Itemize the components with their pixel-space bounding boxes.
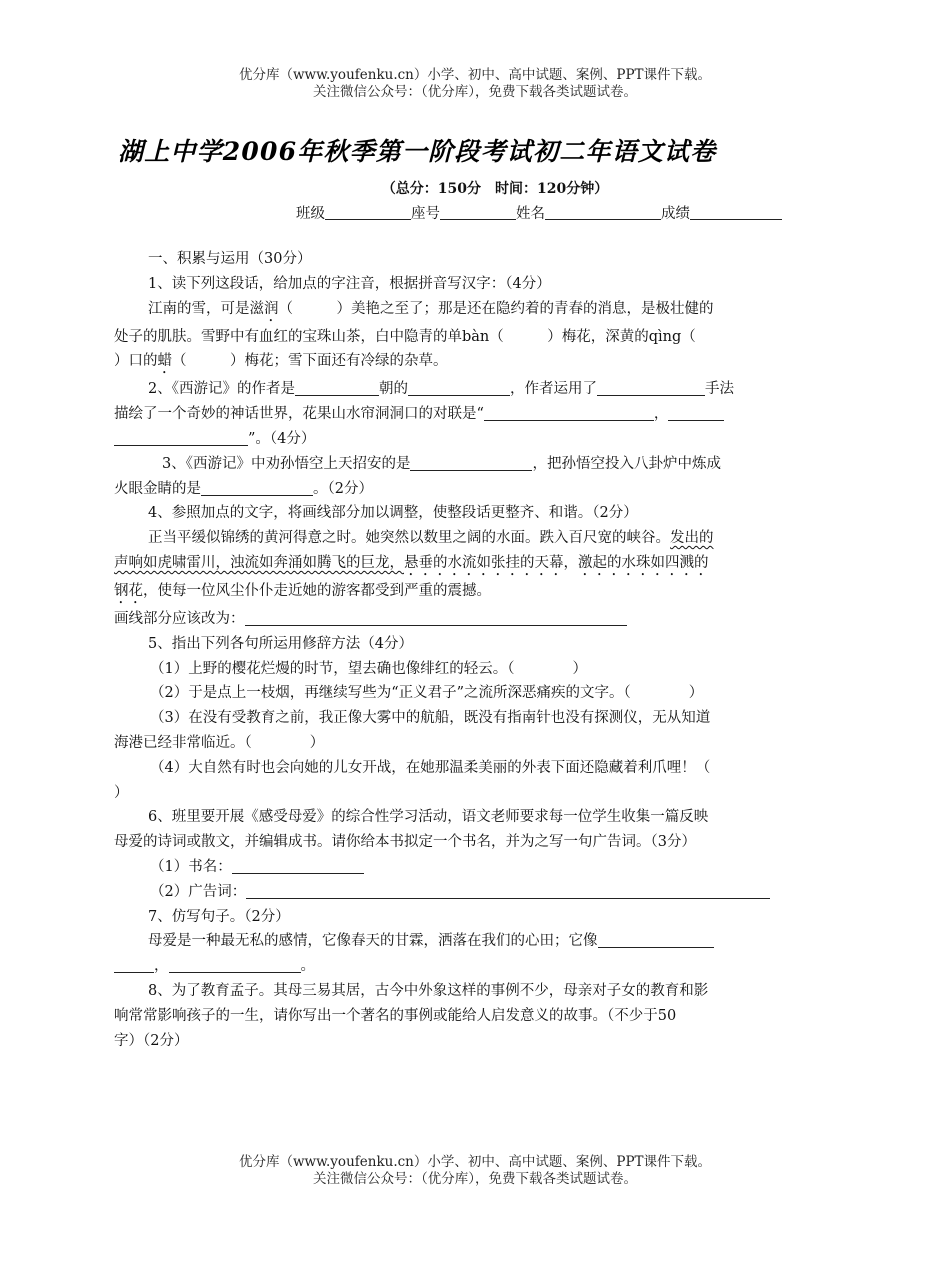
q3-blank-2[interactable] (201, 479, 313, 496)
q5-stem: 5、指出下列各句所运用修辞方法（4分） (148, 635, 413, 652)
q3-blank-1[interactable] (410, 454, 532, 471)
exam-title: 湖上中学2006年秋季第一阶段考试初二年语文试卷 (118, 137, 717, 166)
q3-text: ，把孙悟空投入八卦炉中炼成 (532, 455, 721, 472)
q6-book-label: （1）书名： (150, 858, 232, 875)
q5-sentence-1: （1）上野的樱花烂熳的时节，望去确也像绯红的轻云。（ ） (150, 660, 587, 677)
footer-line-2: 关注微信公众号：（优分库），免费下载各类试题试卷。 (313, 1171, 637, 1187)
q7-text: 。 (300, 958, 315, 975)
class-blank[interactable] (325, 205, 411, 220)
q2-blank-couplet-1[interactable] (484, 404, 654, 421)
q4-stem: 4、参照加点的文字，将画线部分加以调整，使整段话更整齐、和谐。（2分） (148, 505, 638, 522)
q2-blank-dynasty[interactable] (408, 379, 510, 396)
q2-text: 描绘了一个奇妙的神话世界，花果山水帘洞洞口的对联是“ (114, 406, 484, 423)
q6-ad-blank[interactable] (246, 882, 770, 899)
q7-text: ， (154, 958, 169, 975)
q2-text: 2、《西游记》的作者是 (148, 381, 295, 398)
q4-wavy-underlined: 发出的 (670, 530, 714, 547)
q2-text: ，作者运用了 (509, 381, 597, 398)
q4-text: 正当平缓似锦绣的黄河得意之时。她突然以数里之阔的水面。跌入百尺宽的峡谷。 (148, 530, 670, 547)
q6-book-blank[interactable] (232, 857, 364, 874)
q4-passage-2 (114, 551, 804, 579)
q7-text: 母爱是一种最无私的感情，它像春天的甘霖，洒落在我们的心田；它像 (148, 933, 598, 950)
q2-line-2 (114, 402, 804, 427)
name-label: 姓名 (516, 206, 545, 222)
q6-stem-2: 母爱的诗词或散文，并编辑成书。请你给本书拟定一个书名，并为之写一句广告词。（3分） (114, 834, 696, 851)
q1-line-2: 处子的肌肤。雪野中有血红的宝珠山茶，白中隐青的单bàn（ ）梅花，深黄的qìng（ (114, 328, 696, 345)
q4-passage-3 (114, 579, 804, 607)
q7-blank-1a[interactable] (598, 931, 714, 948)
footer-line-1: 优分库（www.youfenku.cn）小学、初中、高中试题、案例、PPT课件下载。 (238, 1154, 712, 1170)
page-header (0, 67, 950, 101)
q4-answer-line (114, 607, 804, 632)
class-label: 班级 (296, 206, 325, 222)
q2-blank-couplet-2b[interactable] (114, 429, 248, 446)
q7-line-1 (114, 929, 804, 954)
q6-ad-label: （2）广告词： (150, 883, 247, 900)
q4-dotted-text: 钢花 (114, 582, 143, 599)
q8-line-1: 8、为了教育孟子。其母三易其居，古今中外象这样的事例不少，母亲对子女的教育和影 (148, 982, 709, 999)
q4-wavy-underlined: 声响如虎啸雷川，浊流如奔涌如腾飞的巨龙， (114, 554, 404, 571)
q8-line-2: 响常常影响孩子的一生，请你写出一个著名的事例或能给人启发意义的故事。（不少于50 (114, 1007, 677, 1024)
q6-book-line (114, 855, 804, 880)
header-line-1: 优分库（www.youfenku.cn）小学、初中、高中试题、案例、PPT课件下载。 (238, 67, 712, 83)
seat-label: 座号 (411, 206, 440, 222)
q2-text: 朝的 (378, 381, 408, 398)
q5-sentence-3-cont: 海港已经非常临近。（ ） (114, 734, 325, 751)
q5-sentence-2: （2）于是点上一枝烟，再继续写些为“正义君子”之流所深恶痛疾的文字。（ ） (150, 685, 704, 702)
q7-stem: 7、仿写句子。（2分） (148, 908, 290, 925)
exam-content (114, 247, 804, 1053)
q5-sentence-3: （3）在没有受教育之前，我正像大雾中的航船，既没有指南针也没有探测仪，无从知道 (150, 710, 711, 727)
student-info-row (296, 202, 782, 223)
q4-answer-blank[interactable] (245, 609, 627, 626)
q1-text: ）口的 (114, 353, 158, 370)
q4-answer-label: 画线部分应该改为： (114, 610, 245, 627)
q1-stem: 1、读下列这段话，给加点的字注音，根据拼音写汉字：（4分） (148, 275, 551, 292)
q8-line-3: 字）（2分） (114, 1032, 189, 1049)
q1-dotted-char: 润 (264, 300, 279, 317)
q2-blank-author[interactable] (295, 379, 379, 396)
q3-line-2 (114, 477, 804, 502)
header-line-2: 关注微信公众号：（优分库），免费下载各类试题试卷。 (313, 84, 637, 100)
page-footer (0, 1154, 950, 1188)
q2-line-1 (114, 377, 804, 402)
q2-blank-technique[interactable] (597, 379, 705, 396)
q7-blank-1b[interactable] (114, 956, 154, 973)
q2-text: ， (653, 406, 669, 423)
q3-text: 火眼金睛的是 (114, 480, 201, 497)
grade-label: 成绩 (661, 206, 690, 222)
q3-text: 3、《西游记》中劝孙悟空上天招安的是 (162, 455, 411, 472)
q5-sentence-4-cont: ） (114, 784, 129, 801)
q6-ad-line (114, 880, 804, 905)
q5-sentence-4: （4）大自然有时也会向她的儿女开战，在她那温柔美丽的外表下面还隐藏着利爪哩！（ (150, 759, 711, 776)
q4-passage-1 (114, 526, 804, 551)
q1-text: （ ）梅花；雪下面还有冷绿的杂草。 (172, 353, 448, 370)
q4-text: ，使每一位风尘仆仆走近她的游客都受到严重的震撼。 (143, 582, 491, 599)
q2-text: 手法 (704, 381, 734, 398)
seat-blank[interactable] (440, 205, 516, 220)
q7-blank-2[interactable] (169, 956, 301, 973)
q2-line-3 (114, 427, 804, 452)
section-1-heading: 一、积累与运用（30分） (148, 251, 312, 267)
q1-text: 江南的雪，可是滋 (148, 300, 264, 317)
q1-dotted-char: 蜡 (157, 353, 172, 370)
q3-line-1 (114, 452, 804, 477)
q2-text: ”。（4分） (248, 430, 316, 447)
q4-dotted-text: 悬垂的水流如张挂的天幕，激起的水珠如四溅的 (404, 554, 709, 571)
q6-stem-1: 6、班里要开展《感受母爱》的综合性学习活动，语文老师要求每一位学生收集一篇反映 (148, 809, 709, 826)
q7-line-2 (114, 954, 804, 979)
q2-blank-couplet-2a[interactable] (668, 404, 724, 421)
q1-line-1 (114, 297, 804, 325)
q1-text: （ ）美艳之至了；那是还在隐约着的青春的消息，是极壮健的 (278, 300, 714, 317)
grade-blank[interactable] (690, 205, 782, 220)
score-time-line: （总分：150分 时间：120分钟） (381, 181, 609, 197)
name-blank[interactable] (545, 205, 661, 220)
q3-text: 。（2分） (313, 480, 373, 497)
q1-line-3 (114, 349, 804, 377)
